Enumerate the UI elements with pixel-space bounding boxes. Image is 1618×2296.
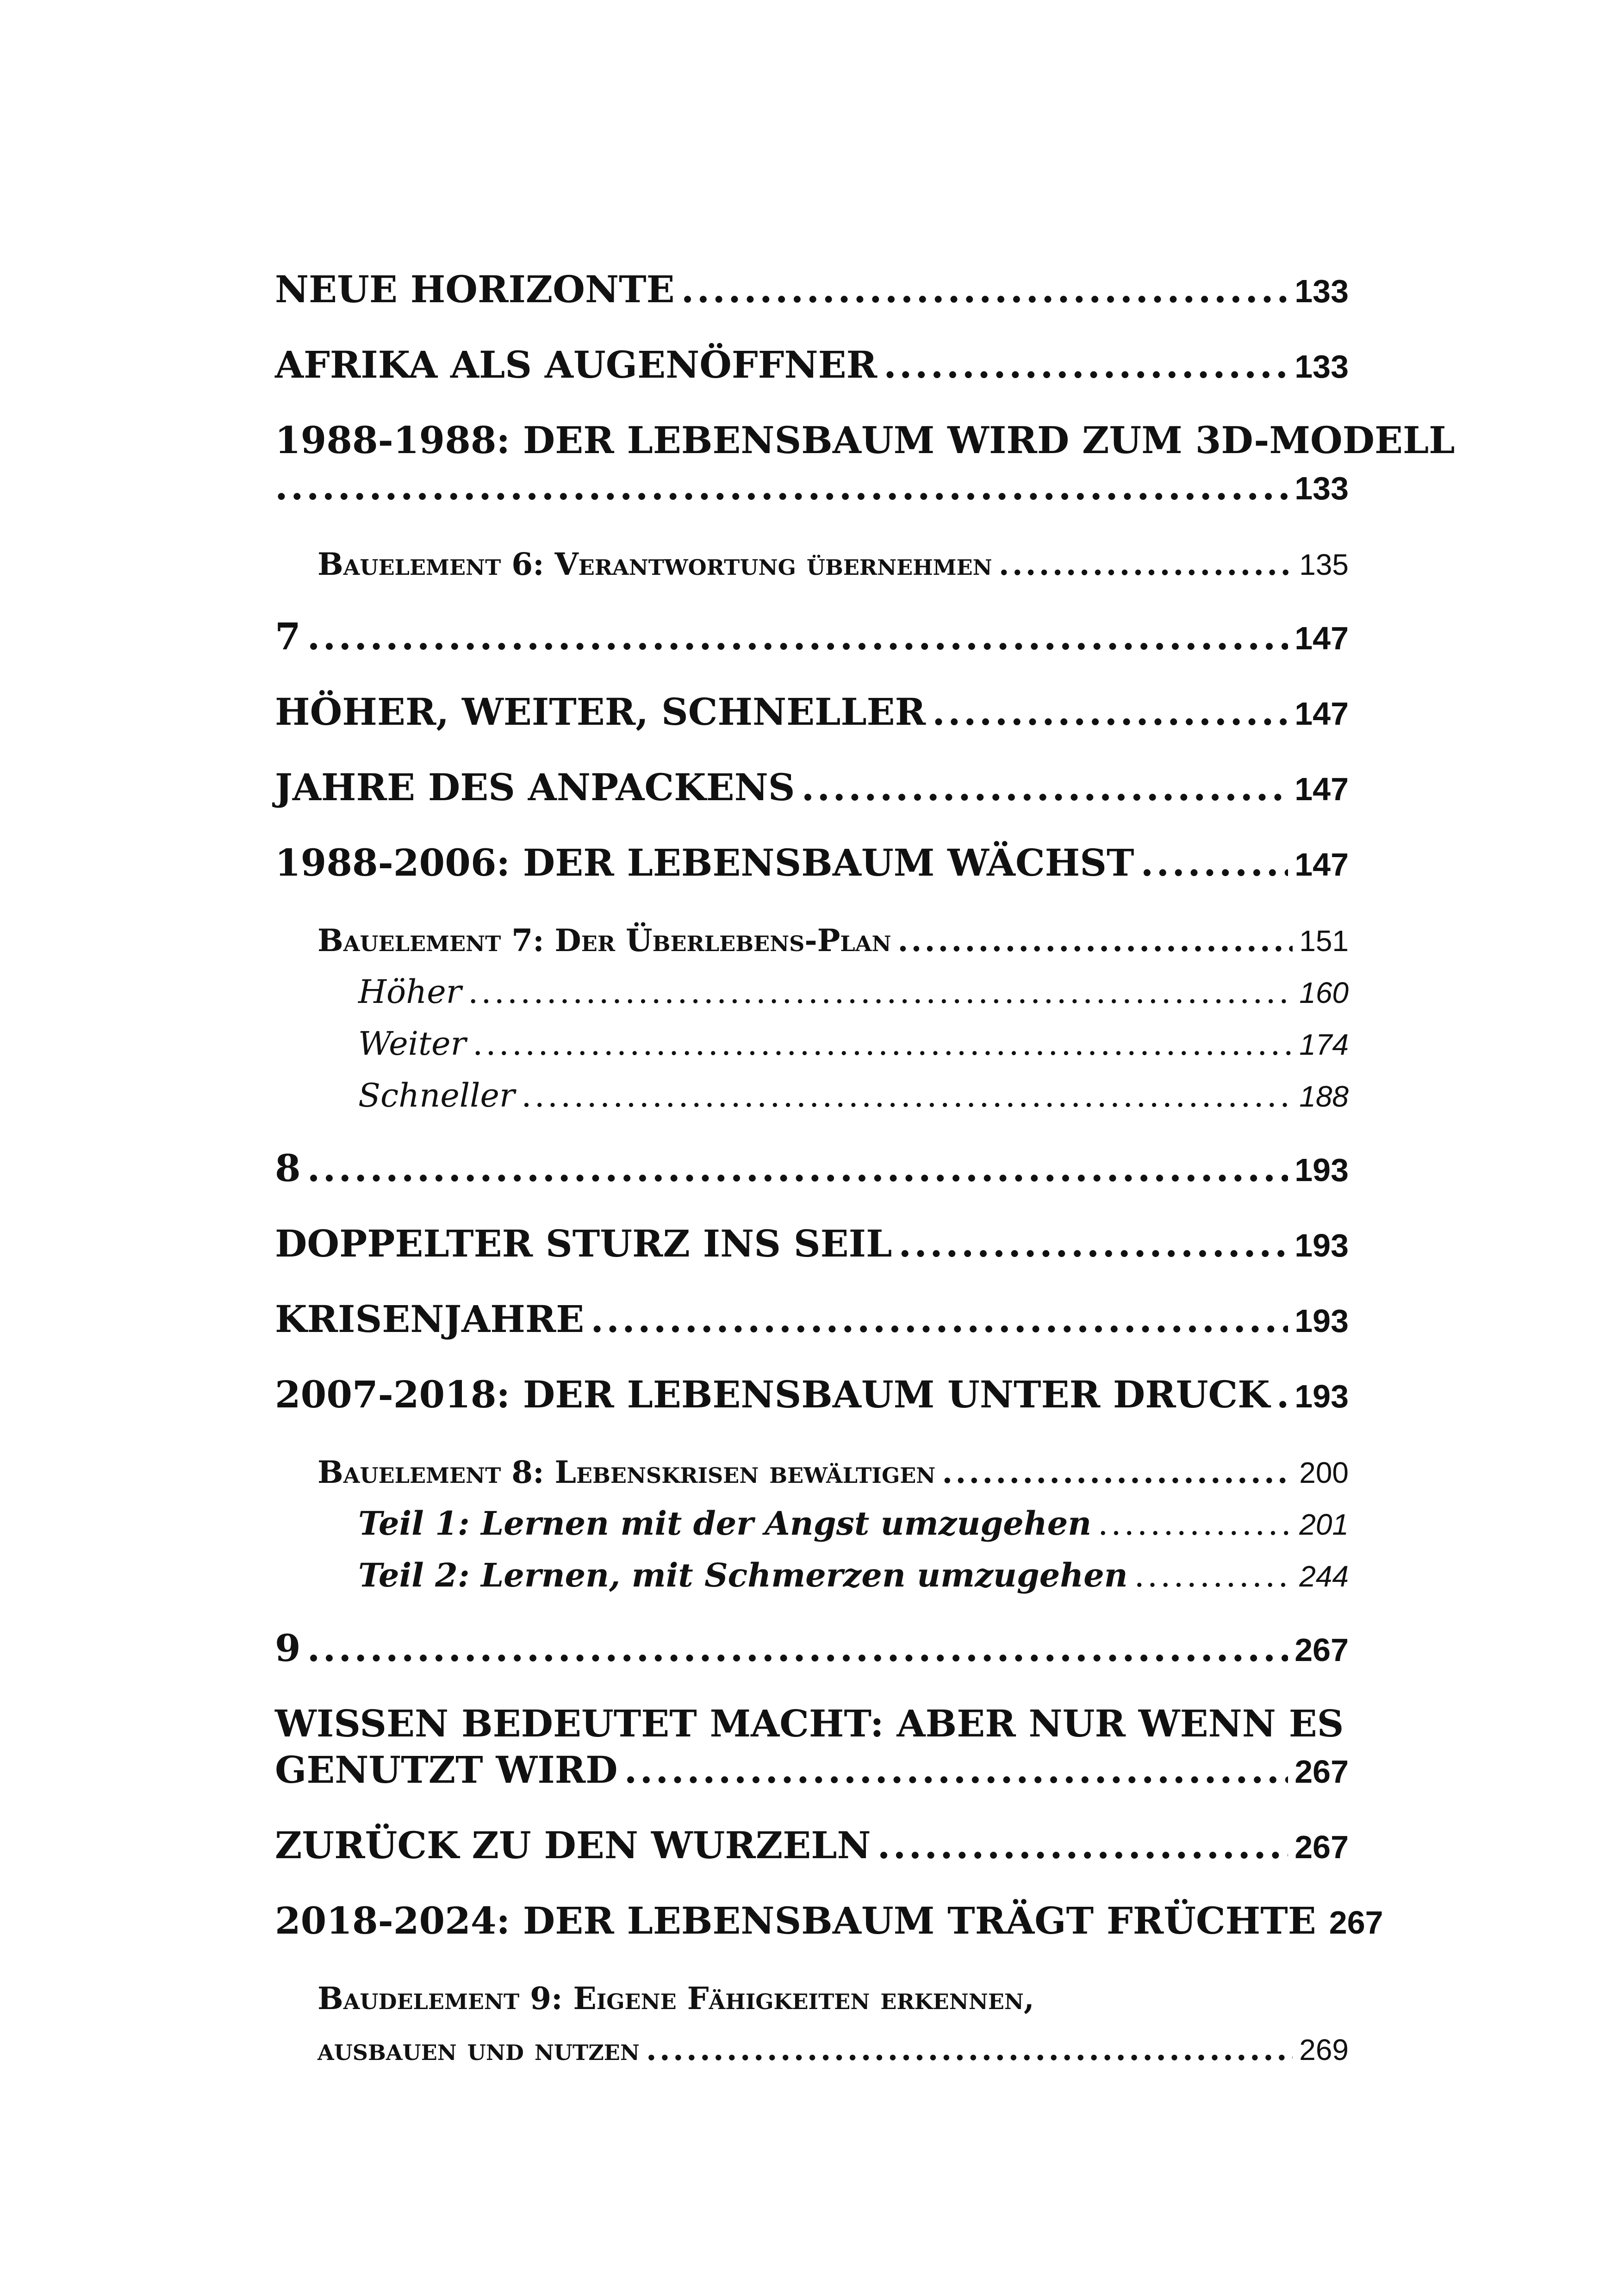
dot-leader (307, 613, 1288, 660)
toc-page-number: 135 (1299, 548, 1349, 581)
dot-leader (521, 1070, 1293, 1121)
toc-entry-title: Schneller (358, 1076, 515, 1114)
toc-entry[interactable] (275, 1070, 1349, 1122)
dot-leader (999, 539, 1293, 590)
toc-entry-title: Bauelement 8: Lebenskrisen bewältigen (317, 1454, 936, 1490)
toc-entry[interactable] (275, 1625, 1349, 1673)
toc-entry[interactable] (275, 1700, 1349, 1795)
toc-entry-title: Bauelement 6: Verantwortung übernehmen (317, 546, 992, 582)
toc-entry[interactable] (275, 1550, 1349, 1602)
toc-entry-title-line1: Baudelement 9: Eigene Fähigkeiten erkennen, (317, 1980, 1034, 2016)
dot-leader (646, 2024, 1293, 2075)
toc-entry-title: NEUE HORIZONTE (275, 268, 675, 311)
toc-page-number: 244 (1299, 1560, 1349, 1593)
toc-entry-title: Teil 2: Lernen, mit Schmerzen umzugehen (358, 1556, 1128, 1594)
toc-page-number: 133 (1294, 348, 1349, 385)
toc-entry-title: Höher (358, 973, 462, 1011)
dot-leader (801, 764, 1288, 810)
toc-entry-title: ZURÜCK ZU DEN WURZELN (275, 1823, 871, 1867)
toc-entry[interactable] (275, 1447, 1349, 1498)
toc-entry[interactable] (275, 1220, 1349, 1269)
toc-entry-title-line2: ausbauen und nutzen (317, 2031, 640, 2067)
toc-page-number: 147 (1294, 846, 1349, 883)
toc-entry-title: KRISENJAHRE (275, 1297, 585, 1341)
toc-entry[interactable] (275, 1296, 1349, 1344)
dot-leader (1141, 840, 1288, 886)
toc-entry[interactable] (275, 840, 1349, 888)
toc-page-number: 151 (1299, 924, 1349, 958)
toc-entry[interactable] (275, 1145, 1349, 1193)
toc-page-number: 269 (1299, 2033, 1349, 2066)
table-of-contents (275, 266, 1455, 2075)
toc-page-number: 200 (1299, 1456, 1349, 1489)
toc-page-number: 174 (1299, 1028, 1349, 1061)
toc-page-number: 193 (1294, 1303, 1349, 1339)
toc-entry[interactable] (275, 764, 1349, 812)
toc-entry[interactable] (275, 613, 1349, 661)
dot-leader (1098, 1498, 1293, 1549)
toc-page-number: 160 (1299, 976, 1349, 1009)
toc-entry-title: 1988-2006: DER LEBENSBAUM WÄCHST (275, 841, 1134, 884)
toc-entry-title: Teil 1: Lernen mit der Angst umzugehen (358, 1504, 1092, 1543)
toc-entry-title-line1: WISSEN BEDEUTET MACHT: ABER NUR WENN ES (275, 1702, 1344, 1745)
dot-leader (1134, 1550, 1293, 1601)
toc-entry[interactable] (275, 1018, 1349, 1070)
toc-entry[interactable] (275, 966, 1349, 1018)
toc-page-number: 267 (1294, 1632, 1349, 1668)
toc-entry-title: HÖHER, WEITER, SCHNELLER (275, 690, 926, 734)
dot-leader (473, 1018, 1293, 1069)
toc-page-number: 201 (1299, 1508, 1349, 1541)
toc-page-number: 147 (1294, 620, 1349, 656)
toc-entry[interactable] (275, 689, 1349, 737)
toc-entry-title: 9 (275, 1626, 301, 1670)
toc-entry[interactable] (275, 1973, 1349, 2075)
dot-leader (307, 1625, 1288, 1671)
toc-page-number: 267 (1294, 1829, 1349, 1865)
toc-page-number: 193 (1294, 1227, 1349, 1263)
toc-entry-title: Bauelement 7: Der Überlebens-Plan (317, 922, 891, 958)
toc-entry-title: Weiter (358, 1025, 467, 1063)
dot-leader (681, 266, 1288, 312)
toc-entry-title: JAHRE DES ANPACKENS (275, 765, 795, 809)
dot-leader (932, 689, 1288, 735)
toc-entry-title: 8 (275, 1146, 301, 1190)
toc-entry[interactable] (275, 417, 1455, 511)
dot-leader (877, 1822, 1288, 1868)
dot-leader (898, 1220, 1288, 1267)
toc-entry[interactable] (275, 915, 1349, 966)
toc-page-number: 133 (1294, 470, 1349, 506)
toc-entry[interactable] (275, 539, 1349, 590)
toc-entry-title: DOPPELTER STURZ INS SEIL (275, 1222, 892, 1265)
toc-page-number: 267 (1294, 1754, 1349, 1790)
toc-entry[interactable] (275, 1822, 1349, 1870)
dot-leader (624, 1747, 1288, 1793)
toc-entry[interactable] (275, 1371, 1349, 1419)
toc-page-number: 133 (1294, 273, 1349, 309)
dot-leader (884, 342, 1288, 388)
dot-leader (1276, 1371, 1288, 1418)
toc-entry-title: 1988-1988: DER LEBENSBAUM WIRD ZUM 3D-MODELL (275, 418, 1455, 462)
toc-entry-title: 2007-2018: DER LEBENSBAUM UNTER DRUCK (275, 1373, 1270, 1416)
dot-leader (942, 1447, 1293, 1498)
toc-entry-title-line2: GENUTZT WIRD (275, 1748, 618, 1792)
toc-entry-title: 2018-2024: DER LEBENSBAUM TRÄGT FRÜCHTE (275, 1899, 1316, 1942)
dot-leader (275, 463, 1288, 510)
dot-leader (898, 915, 1293, 966)
toc-entry[interactable] (275, 1898, 1383, 1946)
toc-page-number: 267 (1329, 1904, 1383, 1941)
dot-leader (307, 1145, 1288, 1191)
toc-page-number: 147 (1294, 696, 1349, 732)
dot-leader (591, 1296, 1288, 1342)
toc-page-number: 188 (1299, 1080, 1349, 1113)
dot-leader (468, 966, 1293, 1017)
toc-page-number: 147 (1294, 771, 1349, 807)
toc-page-number: 193 (1294, 1378, 1349, 1414)
toc-entry-title: 7 (275, 615, 301, 658)
toc-entry[interactable] (275, 342, 1349, 390)
toc-entry-title: AFRIKA ALS AUGENÖFFNER (275, 343, 877, 386)
toc-entry[interactable] (275, 266, 1349, 314)
toc-page-number: 193 (1294, 1152, 1349, 1188)
toc-entry[interactable] (275, 1498, 1349, 1550)
